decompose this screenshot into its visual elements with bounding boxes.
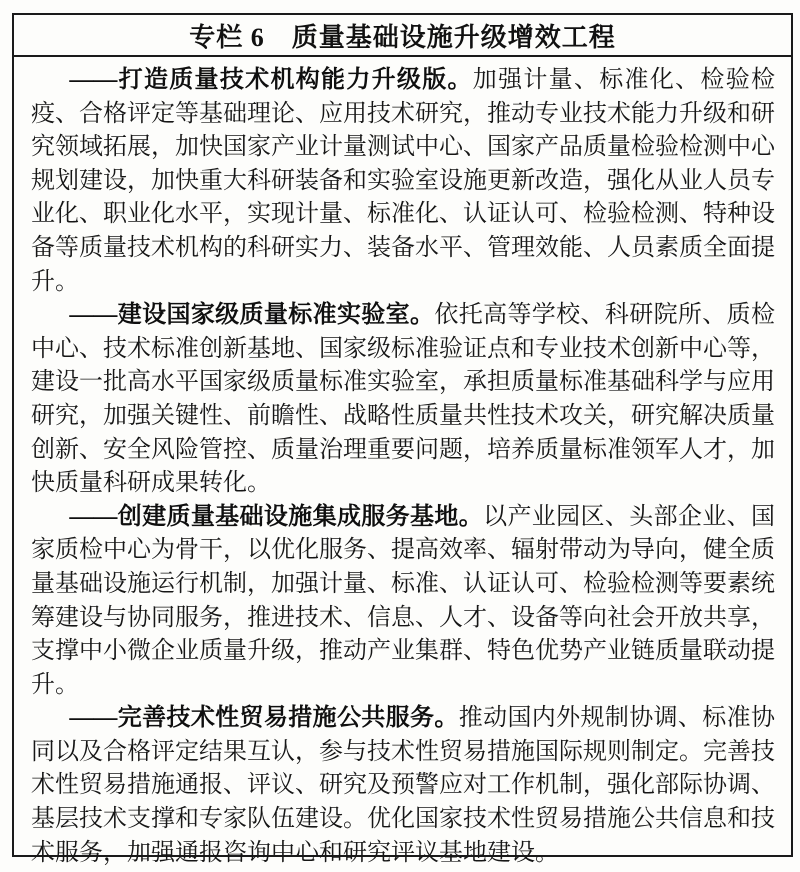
paragraph-lead-emphasis: ——建设国家级质量标准实验室。 xyxy=(69,302,435,329)
column-panel xyxy=(12,13,793,866)
paragraph-body-text: 以产业园区、头部企业、国家质检中心为骨干，以优化服务、提高效率、辐射带动为导向，健全质量基础设施运行机制，加强计量、标准、认证认可、检验检测等要素统筹建设与协同服务，推进技术、信息、人才、设备等向社会开放共享，支撑中小微企业质量升级，推动产业集群、特色优势产业链质量联动提升。 xyxy=(31,503,776,698)
paragraph xyxy=(31,299,775,501)
column-body xyxy=(14,57,791,870)
paragraph-body-text: 推动国内外规制协调、标准协同以及合格评定结果互认，参与技术性贸易措施国际规则制定。完善技术性贸易措施通报、评议、研究及预警应对工作机制，强化部际协调、基层技术支撑和专家队伍建设。优化国家技术性贸易措施公共信息和技术服务，加强通报咨询中心和研究评议基地建设。 xyxy=(31,705,776,866)
paragraph xyxy=(31,501,775,703)
paragraph-body-text: 依托高等学校、科研院所、质检中心、技术标准创新基地、国家级标准验证点和专业技术创新中心等，建设一批高水平国家级质量标准实验室，承担质量标准基础科学与应用研究，加强关键性、前瞻性、战略性质量共性技术攻关，研究解决质量创新、安全风险管控、质量治理重要问题，培养质量标准领军人才，加快质量科研成果转化。 xyxy=(31,302,776,497)
paragraph-body-text: 加强计量、标准化、检验检疫、合格评定等基础理论、应用技术研究，推动专业技术能力升级和研究领域拓展，加快国家产业计量测试中心、国家产品质量检验检测中心规划建设，加快重大科研装备和实验室设施更新改造，强化从业人员专业化、职业化水平，实现计量、标准化、认证认可、检验检测、特种设备等质量技术机构的科研实力、装备水平、管理效能、人员素质全面提升。 xyxy=(31,67,775,295)
paragraph-lead-emphasis: ——创建质量基础设施集成服务基地。 xyxy=(69,503,484,530)
paragraph xyxy=(31,702,775,870)
paragraph-lead-emphasis: ——完善技术性贸易措施公共服务。 xyxy=(69,705,459,732)
column-title: 专栏 6 质量基础设施升级增效工程 xyxy=(14,15,791,57)
paragraph xyxy=(31,64,775,299)
paragraph-lead-emphasis: ——打造质量技术机构能力升级版。 xyxy=(69,67,473,93)
